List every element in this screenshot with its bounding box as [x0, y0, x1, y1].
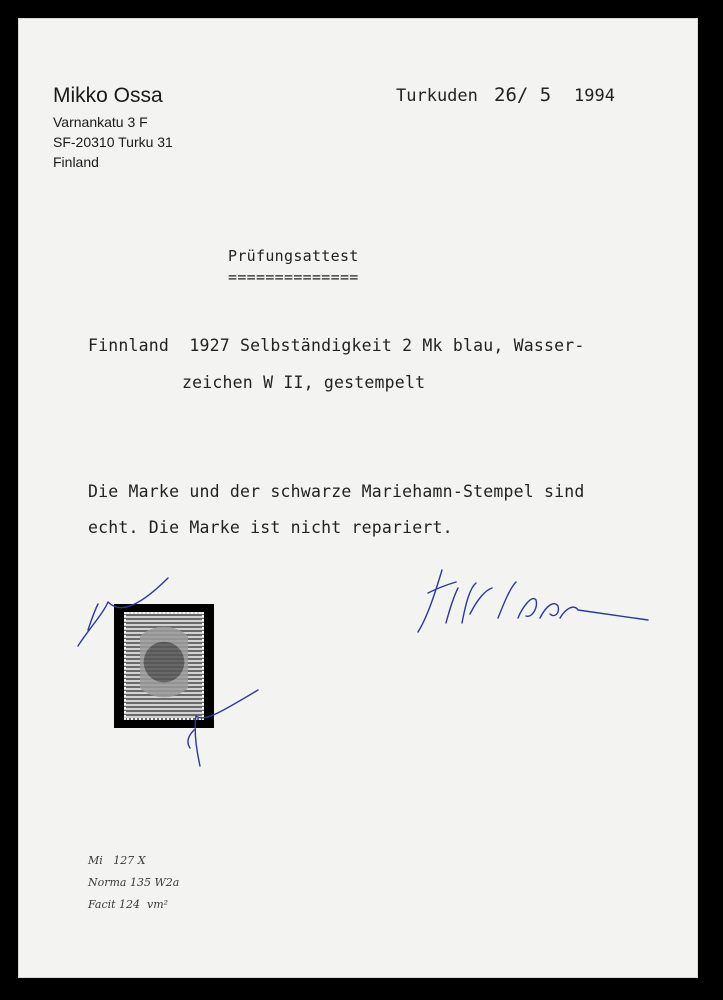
- certificate-sheet: [18, 18, 698, 978]
- catalog-note-norma: Norma 135 W2a: [88, 876, 180, 889]
- catalog-note-mi: Mi 127 X: [88, 854, 146, 867]
- stamp-description-line1: Finnland 1927 Selbständigkeit 2 Mk blau, Wasser-: [88, 336, 585, 355]
- certificate-title: Prüfungsattest: [228, 247, 359, 265]
- ink-marks: [18, 18, 698, 978]
- certificate-title-underline: ==============: [228, 268, 359, 286]
- stamp-description-line2: zeichen W II, gestempelt: [182, 373, 426, 392]
- date-year: 1994: [574, 86, 615, 106]
- guarantee-mark-top: [78, 578, 168, 646]
- catalog-note-facit: Facit 124 vm²: [88, 898, 169, 911]
- sender-country: Finland: [53, 154, 99, 170]
- sender-name: Mikko Ossa: [53, 84, 163, 107]
- sender-city: SF-20310 Turku 31: [53, 134, 173, 150]
- guarantee-mark-bottom: [188, 690, 258, 766]
- date-place: Turkuden: [396, 86, 478, 106]
- verdict-line1: Die Marke und der schwarze Mariehamn-Stempel sind: [88, 482, 585, 501]
- signature: [418, 570, 648, 632]
- sender-street: Varnankatu 3 F: [53, 114, 148, 130]
- verdict-line2: echt. Die Marke ist nicht repariert.: [88, 518, 453, 537]
- date-day-month: 26/ 5: [494, 84, 552, 106]
